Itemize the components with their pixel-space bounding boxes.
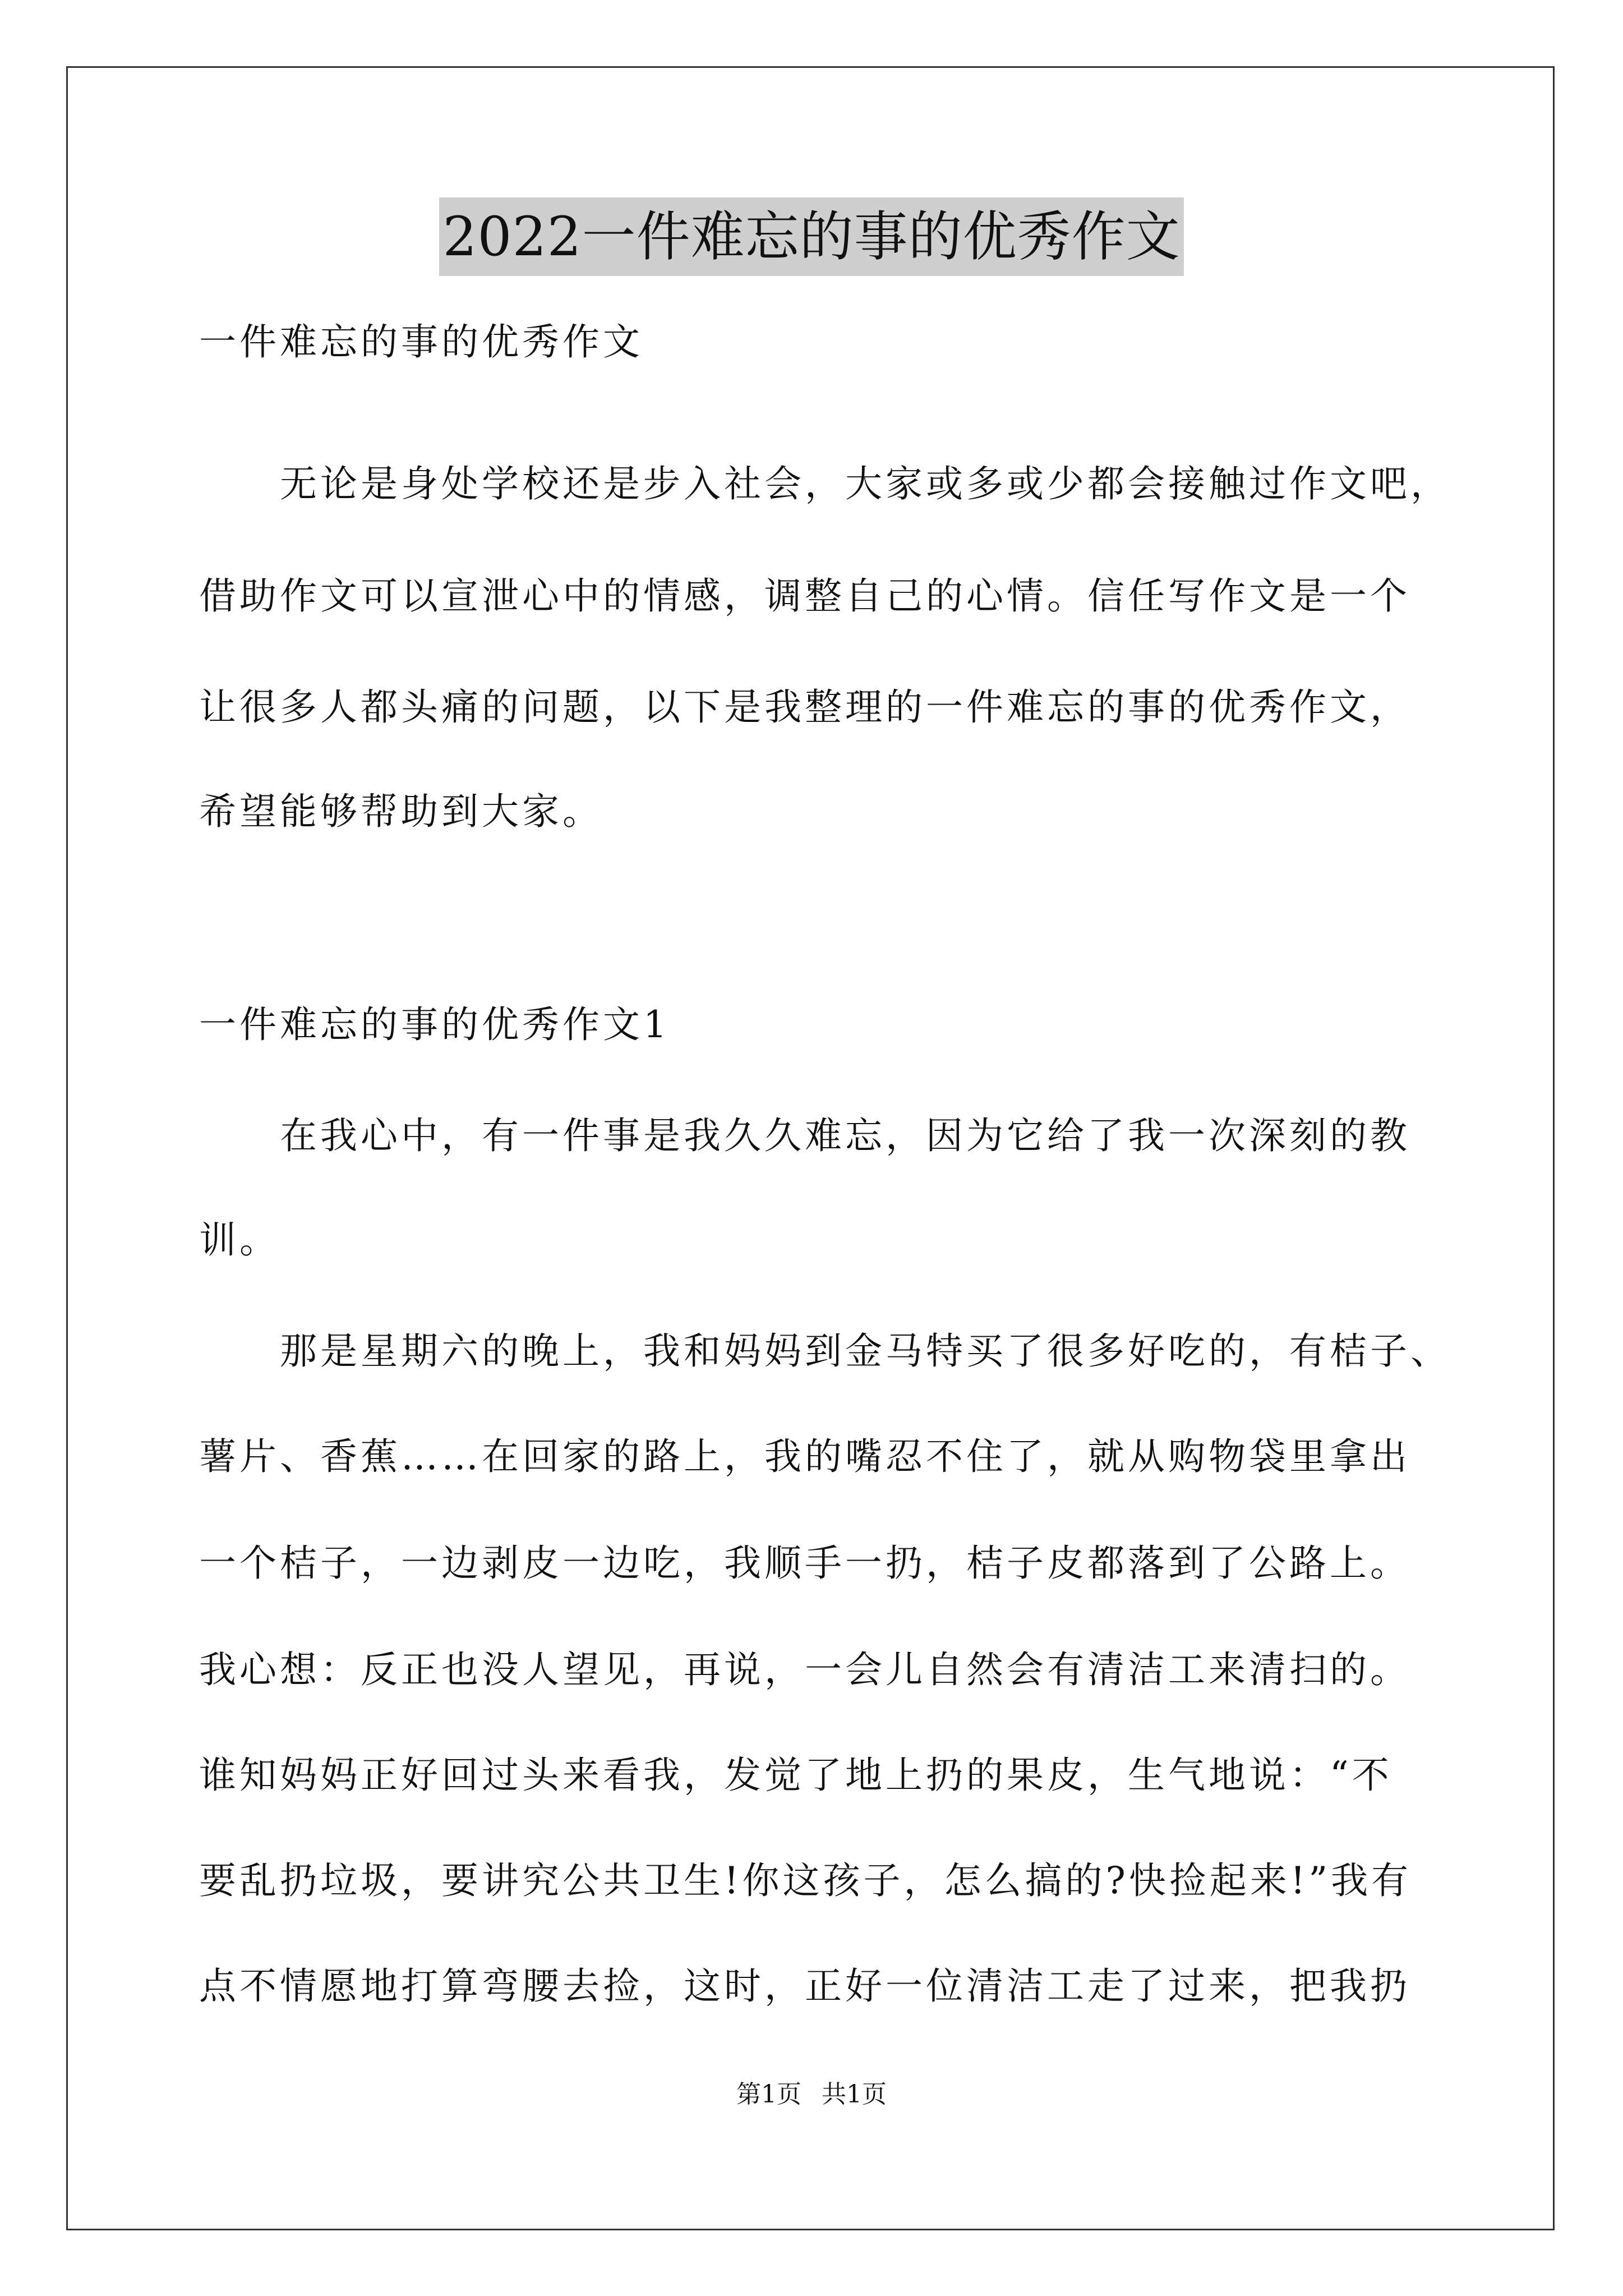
intro-line: 借助作文可以宣泄心中的情感，调整自己的心情。信任写作文是一个 — [199, 574, 1410, 618]
intro-line: 让很多人都头痛的问题，以下是我整理的一件难忘的事的优秀作文， — [199, 685, 1410, 729]
body-line: 要乱扔垃圾，要讲究公共卫生!你这孩子，怎么搞的?快捡起来!”我有 — [199, 1859, 1412, 1902]
page-footer — [0, 2078, 1623, 2111]
body-line: 训。 — [199, 1218, 280, 1262]
body-line: 我心想：反正也没人望见，再说，一会儿自然会有清洁工来清扫的。 — [199, 1648, 1410, 1691]
document-title: 2022一件难忘的事的优秀作文 — [439, 197, 1183, 276]
page-number: 第1页 — [736, 2080, 801, 2109]
intro-line: 无论是身处学校还是步入社会，大家或多或少都会接触过作文吧， — [199, 462, 1451, 505]
intro-line: 希望能够帮助到大家。 — [199, 790, 603, 833]
body-line: 一个桔子，一边剥皮一边吃，我顺手一扔，桔子皮都落到了公路上。 — [199, 1542, 1410, 1585]
page-total: 共1页 — [822, 2080, 887, 2109]
body-line: 谁知妈妈正好回过头来看我，发觉了地上扔的果皮，生气地说：“不 — [199, 1754, 1393, 1797]
section-heading: 一件难忘的事的优秀作文1 — [199, 1003, 670, 1046]
body-line: 薯片、香蕉……在回家的路上，我的嘴忍不住了，就从购物袋里拿出 — [199, 1435, 1410, 1478]
body-line: 点不情愿地打算弯腰去捡，这时，正好一位清洁工走了过来，把我扔 — [199, 1964, 1410, 2008]
body-line: 在我心中，有一件事是我久久难忘，因为它给了我一次深刻的教 — [199, 1114, 1410, 1157]
title-container — [0, 197, 1623, 276]
body-line: 那是星期六的晚上，我和妈妈到金马特买了很多好吃的，有桔子、 — [199, 1329, 1451, 1373]
subtitle: 一件难忘的事的优秀作文 — [199, 320, 643, 364]
